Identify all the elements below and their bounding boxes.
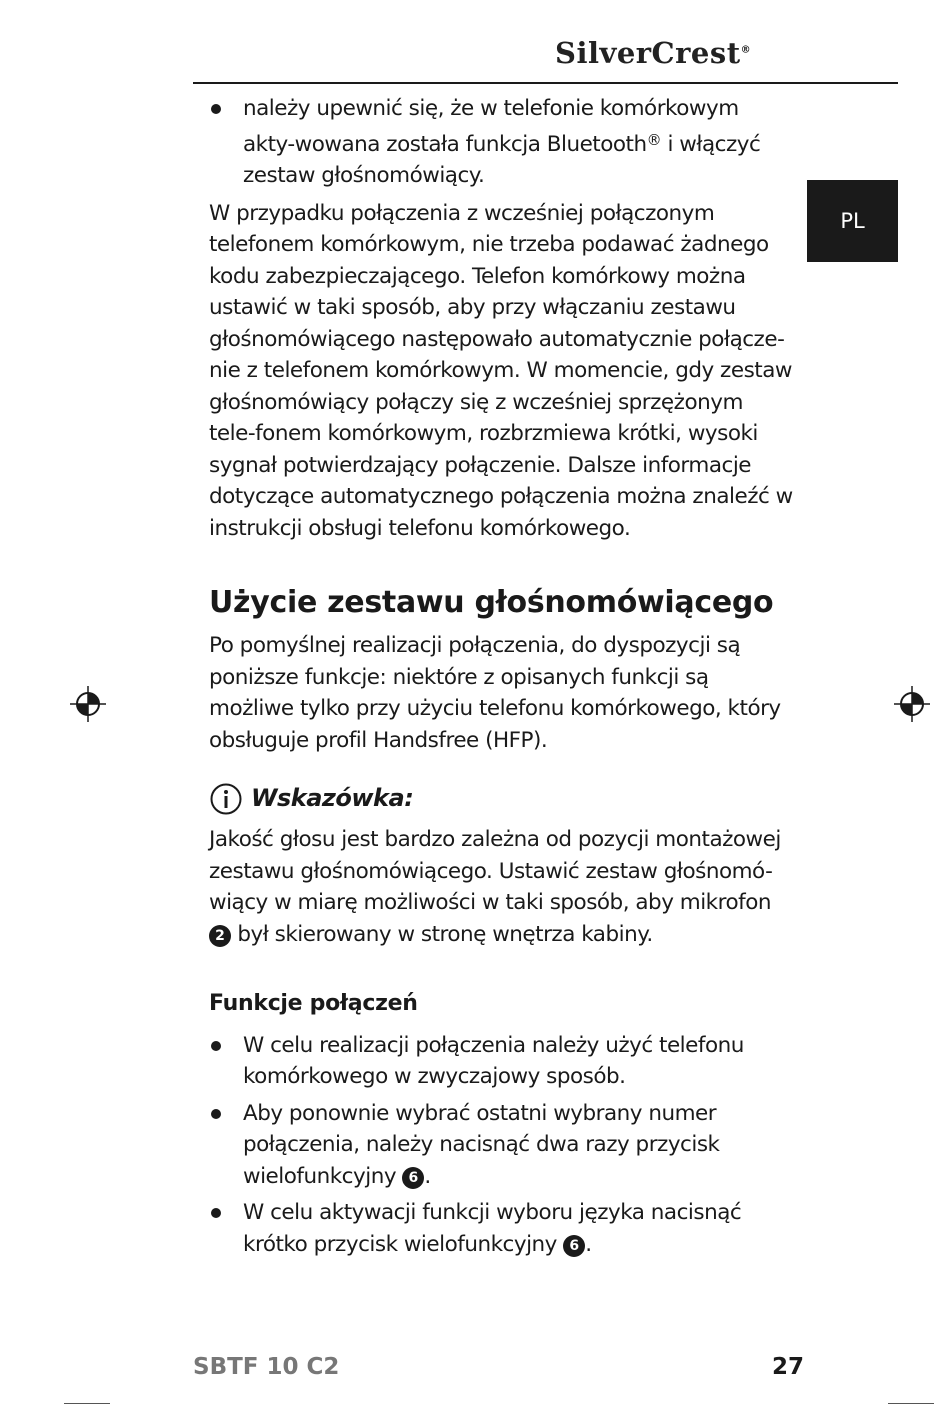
brand-name: SilverCrest (555, 36, 741, 70)
note-title: Wskazówka: (251, 784, 414, 813)
note-text-start: Jakość głosu jest bardzo zależna od pozycji montażowej zestawu głośnomówiącego. Ustawić zestaw głośnomó-wiący w miarę możliwości w taki sposób, aby mikrofon (209, 827, 781, 915)
part-number-badge: 2 (209, 925, 231, 947)
brand-logo (555, 36, 751, 70)
note-text-end: był skierowany w stronę wnętrza kabiny. (231, 921, 653, 947)
registration-mark-icon (69, 685, 107, 723)
function-suffix: . (585, 1231, 592, 1257)
page-content (209, 93, 794, 1265)
language-tab-label: PL (840, 209, 865, 233)
list-item (209, 1030, 794, 1093)
function-text: Aby ponownie wybrać ostatni wybrany numer połączenia, należy nacisnąć dwa razy przycisk wielofunkcyjny (243, 1100, 720, 1189)
paragraph-auto-connect: W przypadku połączenia z wcześniej połączonym telefonem komórkowym, nie trzeba podawać żadnego kodu zabezpieczającego. Telefon komórkowy można ustawić w taki sposób, aby przy włączaniu zestawu głośnomówiącego następowało automatycznie połącze-nie z telefonem komórkowym. W momencie, gdy zestaw głośnomówiący połączy się z wcześniej sprzężonym tele-fonem komórkowym, rozbrzmiewa krótki, wysoki sygnał potwierdzający połączenie. Dalsze informacje dotyczące automatycznego połączenia można znaleźć w instrukcji obsługi telefonu komórkowego. (209, 200, 793, 541)
bullet-dot (211, 104, 221, 114)
page-number: 27 (772, 1354, 805, 1380)
note-heading (209, 782, 794, 816)
functions-list (209, 1030, 794, 1261)
section-title: Użycie zestawu głośnomówiącego (209, 585, 774, 620)
list-item (209, 93, 794, 192)
bullet-dot (211, 1208, 221, 1218)
function-text: W celu realizacji połączenia należy użyć telefonu komórkowego w zwyczajowy sposób. (243, 1032, 744, 1089)
intro-bullet-text-end: i włączyć zestaw głośnomówiący. (243, 131, 761, 188)
language-tab (807, 180, 898, 262)
part-number-badge: 6 (563, 1235, 585, 1257)
header-rule (193, 82, 898, 84)
brand-registered-mark: ® (740, 44, 752, 56)
intro-bullet-list (209, 93, 794, 192)
bullet-dot (211, 1041, 221, 1051)
list-item (209, 1197, 794, 1260)
note-text (209, 824, 794, 950)
part-number-badge: 6 (402, 1167, 424, 1189)
function-text: W celu aktywacji funkcji wyboru języka nacisnąć krótko przycisk wielofunkcyjny (243, 1200, 742, 1257)
registered-mark: ® (646, 130, 662, 149)
crop-mark (888, 1403, 934, 1404)
function-suffix: . (424, 1163, 431, 1189)
footer-model: SBTF 10 C2 (193, 1354, 340, 1380)
section-intro: Po pomyślnej realizacji połączenia, do dyspozycji są poniższe funkcje: niektóre z opisanych funkcji są możliwe tylko przy użyciu telefonu komórkowego, który obsługuje profil Handsfree (HFP). (209, 633, 781, 753)
bullet-dot (211, 1109, 221, 1119)
intro-bullet-text: należy upewnić się, że w telefonie komórkowym akty-wowana została funkcja Bluetooth (243, 96, 739, 157)
registration-mark-icon (893, 685, 931, 723)
info-icon (209, 782, 243, 816)
functions-title: Funkcje połączeń (209, 991, 418, 1016)
list-item (209, 1098, 794, 1193)
crop-mark (64, 1403, 110, 1404)
